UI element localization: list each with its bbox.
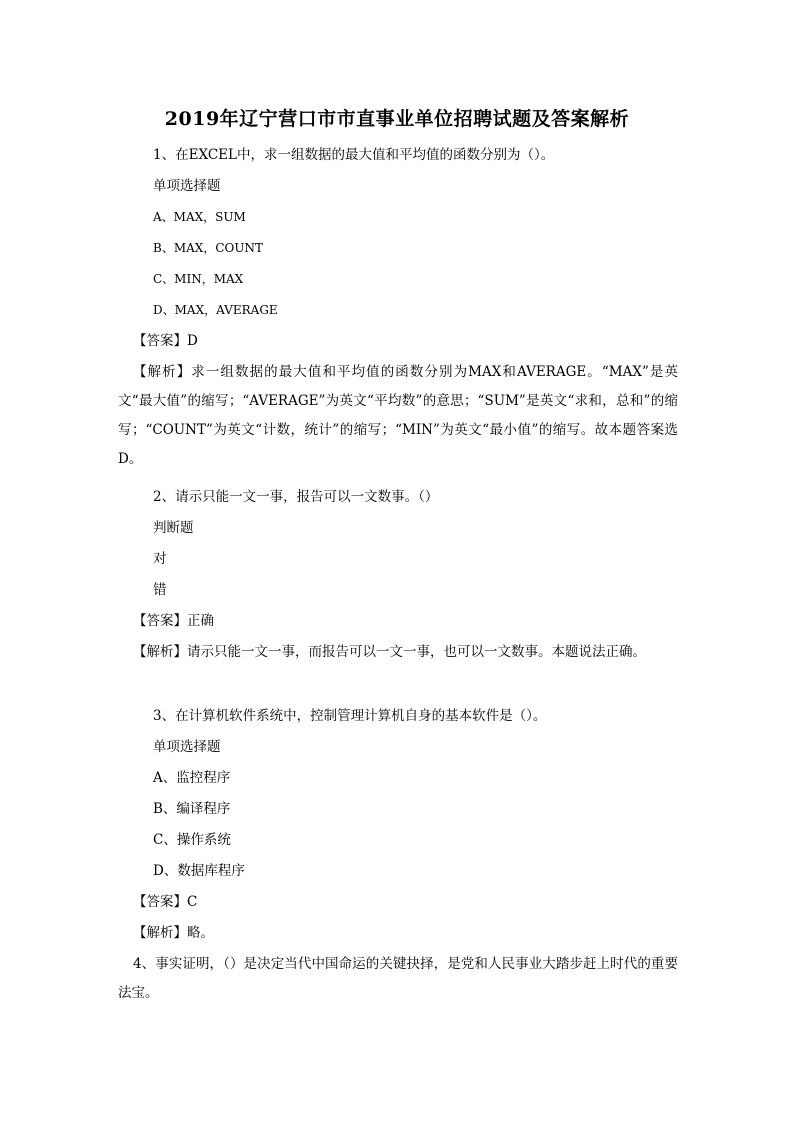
document-title: 2019年辽宁营口市市直事业单位招聘试题及答案解析: [164, 108, 630, 130]
question-3-analysis: 【解析】略。: [133, 925, 214, 941]
question-1-option-c: C、MIN，MAX: [153, 272, 244, 286]
question-3-option-b: B、编译程序: [153, 801, 231, 817]
question-2-option-true: 对: [153, 551, 167, 567]
question-3-option-a: A、监控程序: [153, 770, 231, 786]
question-2-option-false: 错: [153, 582, 167, 598]
question-1-answer: 【答案】D: [133, 333, 198, 349]
question-3-stem: 3、在计算机软件系统中，控制管理计算机自身的基本软件是（）。: [153, 708, 547, 724]
question-1-option-a: A、MAX，SUM: [153, 210, 246, 224]
question-4-stem: 4、事实证明，（）是决定当代中国命运的关键抉择，是党和人民事业大踏步赶上时代的重要法宝。: [118, 956, 678, 1001]
question-1-option-b: B、MAX，COUNT: [153, 241, 263, 255]
question-1-analysis: 【解析】求一组数据的最大值和平均值的函数分别为MAX和AVERAGE。“MAX”是英文“最大值”的缩写；“AVERAGE”为英文“平均数”的意思；“SUM”是英文“求和，总和”的缩写；“COUNT”为英文“计数，统计”的缩写；“MIN”为英文“最小值”的缩写。故本题答案选D。: [118, 364, 678, 467]
question-2-answer: 【答案】正确: [133, 613, 214, 629]
question-1-option-d: D、MAX，AVERAGE: [153, 303, 278, 317]
question-3-answer: 【答案】C: [133, 894, 198, 910]
question-3-option-d: D、数据库程序: [153, 863, 245, 879]
question-2-stem: 2、请示只能一文一事，报告可以一文数事。（）: [153, 489, 439, 505]
question-3-option-c: C、操作系统: [153, 832, 231, 848]
question-3-type: 单项选择题: [153, 739, 221, 755]
question-2-type: 判断题: [153, 520, 194, 536]
question-1-type: 单项选择题: [153, 178, 221, 194]
question-1-stem: 1、在EXCEL中，求一组数据的最大值和平均值的函数分别为（）。: [153, 147, 555, 163]
question-2-analysis: 【解析】请示只能一文一事，而报告可以一文一事，也可以一文数事。本题说法正确。: [133, 644, 646, 660]
